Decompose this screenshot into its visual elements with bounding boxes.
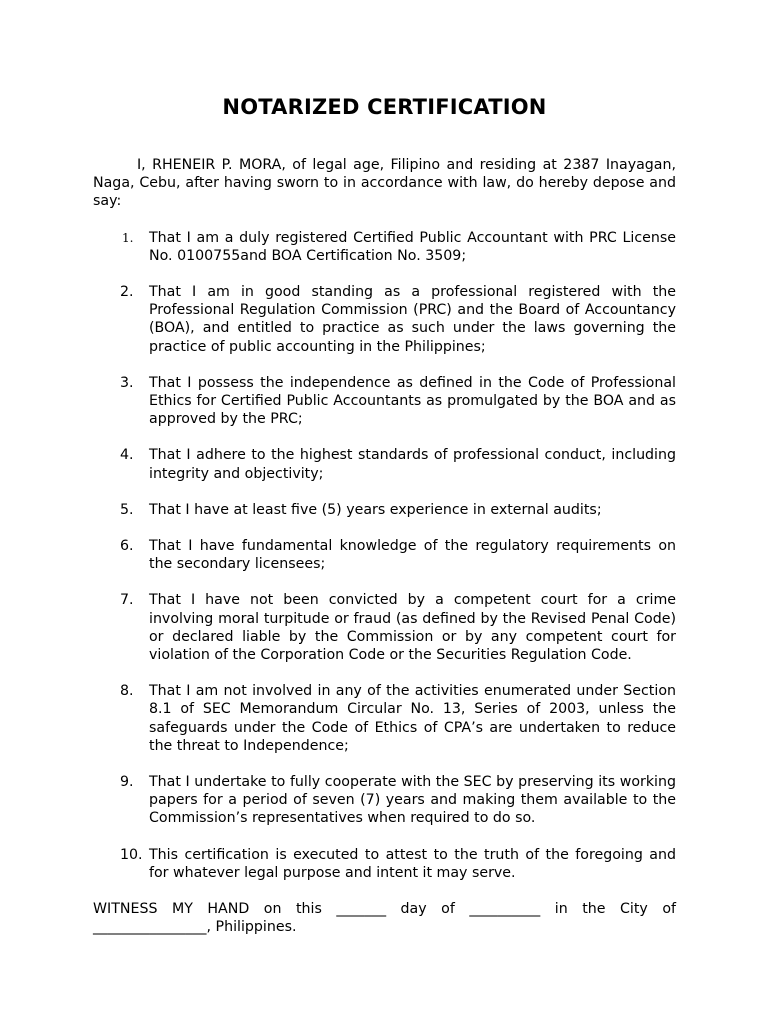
witness-paragraph: WITNESS MY HAND on this _______ day of __________ in the City of ________________, Philippines. (93, 901, 676, 936)
list-item-text: That I possess the independence as defined in the Code of Professional Ethics for Certified Public Accountants as promulgated by the BOA and as approved by the PRC; (149, 374, 676, 428)
list-item-number: 8. (120, 683, 134, 700)
list-item-number: 2. (120, 284, 134, 301)
list-item-number: 7. (120, 592, 134, 609)
list-item (93, 846, 676, 882)
list-item-text: That I have fundamental knowledge of the regulatory requirements on the secondary licensees; (149, 538, 676, 573)
list-item (93, 283, 676, 356)
list-item-number: 6. (120, 538, 134, 555)
list-item (93, 229, 676, 265)
list-item (93, 537, 676, 573)
document-title: NOTARIZED CERTIFICATION (222, 95, 547, 119)
list-item-number: 5. (120, 501, 134, 518)
list-item-number: 10. (120, 846, 143, 863)
list-item-text: That I undertake to fully cooperate with the SEC by preserving its working papers for a period of seven (7) years and making them available to the Commission’s representatives when required to do so. (149, 774, 676, 827)
list-item-text: That I adhere to the highest standards of professional conduct, including integrity and objectivity; (149, 447, 676, 482)
intro-paragraph: I, RHENEIR P. MORA, of legal age, Filipino and residing at 2387 Inayagan, Naga, Cebu, after having sworn to in accordance with law, do hereby depose and say: (93, 157, 676, 210)
list-item (93, 591, 676, 664)
list-item (93, 446, 676, 482)
list-item-text: This certification is executed to attest to the truth of the foregoing and for whatever legal purpose and intent it may serve. (149, 846, 676, 881)
list-item-number: 3. (120, 374, 134, 391)
list-item-text: That I have at least five (5) years experience in external audits; (149, 501, 602, 518)
list-item (93, 501, 676, 519)
list-item-text: That I am in good standing as a professional registered with the Professional Regulation Commission (PRC) and the Board of Accountancy (BOA), and entitled to practice as such under the laws governing the practice of public accounting in the Philippines; (149, 284, 676, 355)
list-item-text: That I am not involved in any of the activities enumerated under Section 8.1 of SEC Memorandum Circular No. 13, Series of 2003, unless the safeguards under the Code of Ethics of CPA’s are undertaken to reduce the threat to Independence; (149, 683, 676, 754)
list-item-number: 1. (122, 230, 134, 245)
certification-list (93, 229, 676, 882)
list-item-text: That I am a duly registered Certified Public Accountant with PRC License No. 0100755and BOA Certification No. 3509; (149, 229, 676, 264)
list-item (93, 374, 676, 429)
list-item (93, 773, 676, 828)
list-item (93, 682, 676, 755)
list-item-number: 4. (120, 447, 134, 464)
list-item-number: 9. (120, 774, 134, 791)
list-item-text: That I have not been convicted by a competent court for a crime involving moral turpitude or fraud (as defined by the Revised Penal Code) or declared liable by the Commission or by any competent court for violation of the Corporation Code or the Securities Regulation Code. (149, 592, 676, 664)
